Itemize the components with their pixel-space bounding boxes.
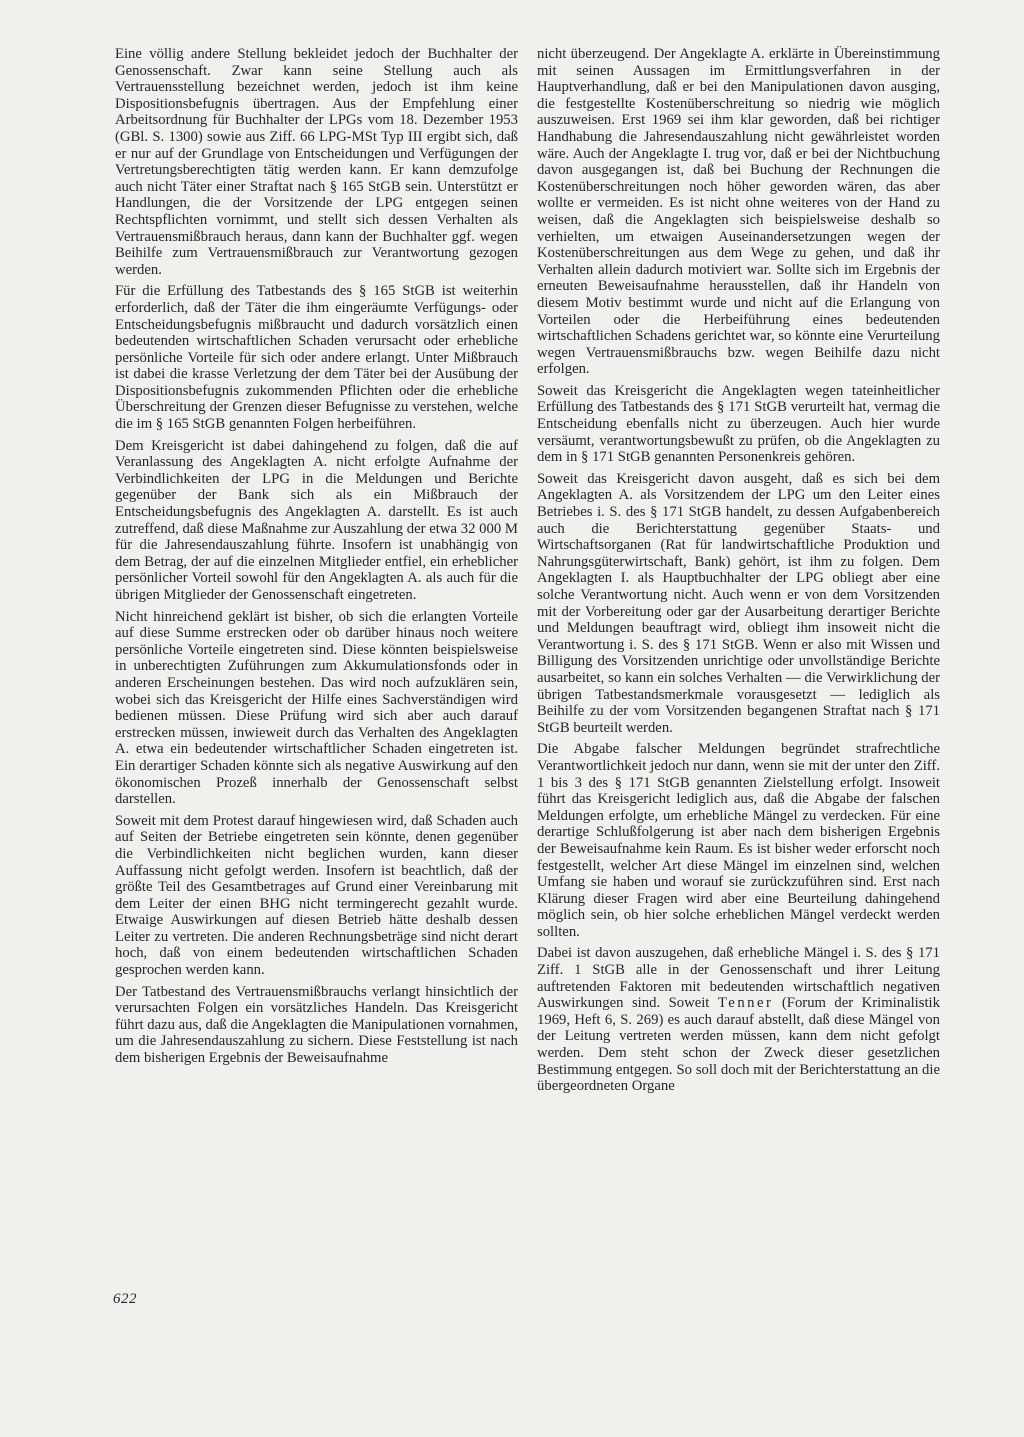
paragraph: Der Tatbestand des Vertrauensmißbrauchs verlangt hinsichtlich der verursachten Folgen ein vorsätzliches Handeln. Das Kreisgericht führt dazu aus, daß die Angeklagten die Manipulationen vornahmen, um die Jahresendauszahlung zu sichern. Diese Feststellung ist nach dem bisherigen Ergebnis der Beweisaufnahme (115, 983, 518, 1067)
paragraph (537, 945, 940, 1094)
page-number: 622 (113, 1291, 137, 1307)
paragraph: Dem Kreisgericht ist dabei dahingehend zu folgen, daß die auf Veranlassung des Angeklagten A. nicht erfolgte Aufnahme der Verbindlichkeiten der LPG in die Meldungen und Berichte gegenüber der Bank sich als ein Mißbrauch der Entscheidungsbefugnis des Angeklagten A. darstellt. Es ist auch zutreffend, daß diese Maßnahme zur Auszahlung der etwa 32 000 M für die Jahresendauszahlung führte. Insofern ist unabhängig von dem Betrag, der auf die einzelnen Mitglieder entfiel, ein erheblicher persönlicher Vorteil sowohl für den Angeklagten A. als auch für die übrigen Mitglieder der Genossenschaft eingetreten. (115, 437, 518, 603)
paragraph: Soweit das Kreisgericht davon ausgeht, daß es sich bei dem Angeklagten A. als Vorsitzendem der LPG um den Leiter eines Betriebes i. S. des § 171 StGB handelt, zu dessen Aufgabenbereich auch die Berichterstattung gegenüber Staats- und Wirtschaftsorganen (Rat für landwirtschaftliche Produktion und Nahrungsgüterwirtschaft, Bank) gehört, ist ihm zu folgen. Dem Angeklagten I. als Hauptbuchhalter der LPG obliegt aber eine solche Verantwortung nicht. Auch wenn er von dem Vorsitzenden mit der Vorbereitung oder gar der Ausarbeitung derartiger Berichte und Meldungen beauftragt wird, obliegt ihm insoweit nicht die Verantwortung i. S. des § 171 StGB. Wenn er also mit Wissen und Billigung des Vorsitzenden unrichtige oder unvollständige Berichte ausarbeitet, so kann ein solches Verhalten — die Verwirklichung der übrigen Tatbestandsmerkmale vorausgesetzt — lediglich als Beihilfe zu der vom Vorsitzenden begangenen Straftat nach § 171 StGB beurteilt werden. (537, 470, 940, 736)
right-column (537, 46, 940, 1100)
text-run: (Forum der Kriminalistik 1969, Heft 6, S. 269) es auch darauf abstellt, daß diese Mängel von der Leitung vertreten werden müssen, kann dem nicht gefolgt werden. Dem steht schon der Zweck dieser gesetzlichen Bestimmung entgegen. So soll doch mit der Berichterstattung an die übergeordneten Organe (537, 995, 940, 1095)
paragraph: nicht überzeugend. Der Angeklagte A. erklärte in Übereinstimmung mit seinen Aussagen im Ermittlungsverfahren in der Hauptverhandlung, daß er bei den Manipulationen davon ausging, die festgestellte Kostenüberschreitung so niedrig wie möglich auszuweisen. Erst 1969 sei ihm klar geworden, daß bei richtiger Handhabung die Jahresendauszahlung nicht gewährleistet worden wäre. Auch der Angeklagte I. trug vor, daß er bei der Nichtbuchung davon ausgegangen ist, daß bei Buchung der Rechnungen die Kostenüberschreitungen noch höher geworden wären, das aber wollte er vermeiden. Es ist nicht ohne weiteres von der Hand zu weisen, daß die Angeklagten sich beispielsweise deshalb so verhielten, um etwaigen Auseinandersetzungen wegen der Kostenüberschreitungen aus dem Wege zu gehen, und daß ihr Verhalten allein dadurch motiviert war. Sollte sich im Ergebnis der erneuten Beweisaufnahme herausstellen, daß ihr Handeln von diesem Motiv bestimmt wurde und nicht auf die Erlangung von Vorteilen oder die Herbeiführung eines bedeutenden wirtschaftlichen Schadens gerichtet war, so könnte eine Verurteilung wegen Vertrauensmißbrauchs bzw. wegen Beihilfe dazu nicht erfolgen. (537, 46, 940, 378)
paragraph: Eine völlig andere Stellung bekleidet jedoch der Buchhalter der Genossenschaft. Zwar kann seine Stellung auch als Vertrauensstellung bezeichnet werden, jedoch ist ihm keine Dispositionsbefugnis übertragen. Aus der Empfehlung einer Arbeitsordnung für Buchhalter der LPGs vom 18. Dezember 1953 (GBl. S. 1300) sowie aus Ziff. 66 LPG-MSt Typ III ergibt sich, daß er nur auf der Grundlage von Entscheidungen und Verfügungen der Vertretungsberechtigten tätig werden kann. Er kann demzufolge auch nicht Täter einer Straftat nach § 165 StGB sein. Unterstützt er Handlungen, die der Vorsitzende der LPG entgegen seinen Rechtspflichten vornimmt, und stellt sich dessen Verhalten als Vertrauensmißbrauch heraus, dann kann der Buchhalter ggf. wegen Beihilfe zum Vertrauensmißbrauch zur Verantwortung gezogen werden. (115, 46, 518, 278)
left-column (115, 46, 518, 1072)
cited-author: Tenner (717, 995, 774, 1012)
paragraph: Die Abgabe falscher Meldungen begründet strafrechtliche Verantwortlichkeit jedoch nur dann, wenn sie mit der unter den Ziff. 1 bis 3 des § 171 StGB genannten Zielstellung erfolgt. Insoweit führt das Kreisgericht lediglich aus, daß die Abgabe der falschen Meldungen erfolgte, um erhebliche Mängel zu verdecken. Für eine derartige Schlußfolgerung ist aber nach dem bisherigen Ergebnis der Beweisaufnahme kein Raum. Es ist bisher weder erforscht noch festgestellt, welcher Art diese Mängel im einzelnen sind, welchen Umfang sie haben und worauf sie zurückzuführen sind. Erst nach Klärung dieser Fragen wird aber eine Beurteilung dahingehend möglich sein, ob hier solche erheblichen Mängel verdeckt werden sollten. (537, 741, 940, 940)
paragraph: Soweit mit dem Protest darauf hingewiesen wird, daß Schaden auch auf Seiten der Betriebe eingetreten sein könnte, denen gegenüber die Verbindlichkeiten nicht beglichen wurden, kann dieser Auffassung nicht gefolgt werden. Insofern ist beachtlich, daß der größte Teil des Gesamtbetrages auf Grund einer Vereinbarung mit dem Leiter der einen BHG nicht termingerecht gezahlt wurde. Etwaige Auswirkungen auf diesen Betrieb hätte deshalb dessen Leiter zu vertreten. Die anderen Rechnungsbeträge sind nicht derart hoch, daß von einem bedeutenden wirtschaftlichen Schaden gesprochen werden kann. (115, 812, 518, 979)
paragraph: Für die Erfüllung des Tatbestands des § 165 StGB ist weiterhin erforderlich, daß der Täter die ihm eingeräumte Verfügungs- oder Entscheidungsbefugnis mißbraucht und dadurch vorsätzlich einen bedeutenden wirtschaftlichen Schaden verursacht oder erhebliche persönliche Vorteile für sich oder andere erlangt. Unter Mißbrauch ist dabei die krasse Verletzung der dem Täter bei der Ausübung der Dispositionsbefugnis zukommenden Pflichten oder die erhebliche Überschreitung der Grenzen dieser Befugnisse zu verstehen, welche die im § 165 StGB genannten Folgen herbeiführen. (115, 283, 518, 433)
paragraph: Nicht hinreichend geklärt ist bisher, ob sich die erlangten Vorteile auf diese Summe erstrecken oder ob darüber hinaus noch weitere persönliche Vorteile eingetreten sind. Diese könnten beispielsweise in unberechtigten Zuführungen zum Akkumulationsfonds oder in anderen Erscheinungen bestehen. Das wird noch aufzuklären sein, wobei sich das Kreisgericht der Hilfe eines Sachverständigen wird bedienen müssen. Diese Prüfung wird sich aber auch darauf erstrecken müssen, inwieweit durch das Verhalten des Angeklagten A. etwa ein bedeutender wirtschaftlicher Schaden eingetreten ist. Ein derartiger Schaden könnte sich als negative Auswirkung auf den ökonomischen Prozeß innerhalb der Genossenschaft selbst darstellen. (115, 608, 518, 808)
text-run: Dabei ist davon auszugehen, daß erhebliche Mängel i. S. des § 171 Ziff. 1 StGB alle in der Genossenschaft und ihrer Leitung auftretenden Faktoren mit bedeutenden wirtschaftlich negativen Auswirkungen sind. Soweit (537, 945, 940, 1012)
paragraph: Soweit das Kreisgericht die Angeklagten wegen tateinheitlicher Erfüllung des Tatbestands des § 171 StGB verurteilt hat, vermag die Entscheidung ebenfalls nicht zu überzeugen. Auch hier wurde versäumt, verantwortungsbewußt zu prüfen, ob die Angeklagten zu dem in § 171 StGB genannten Personenkreis gehören. (537, 382, 940, 466)
